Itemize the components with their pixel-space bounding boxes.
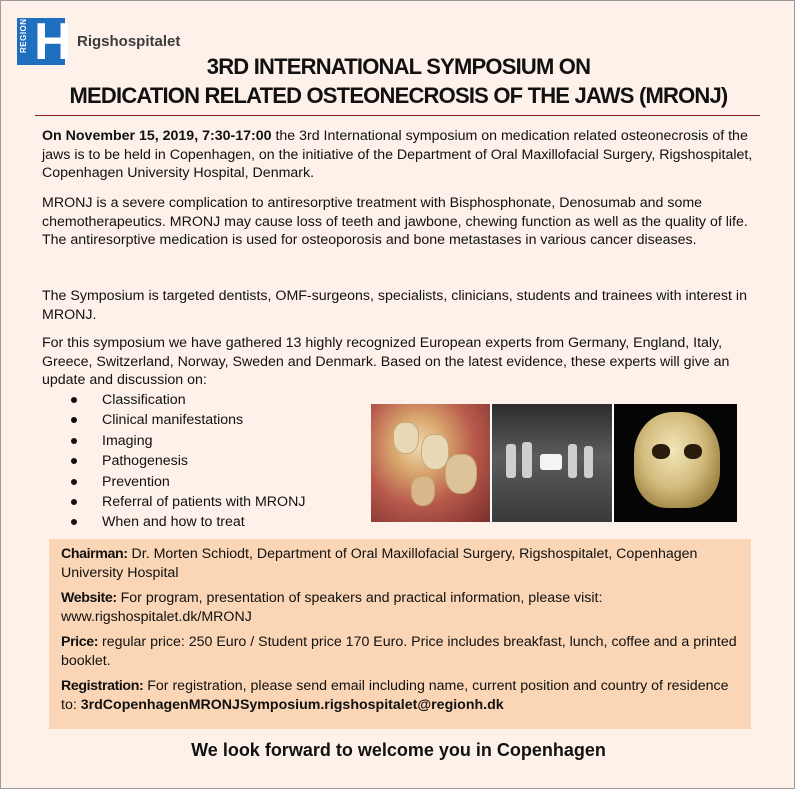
price-info bbox=[61, 633, 741, 670]
list-item bbox=[71, 390, 305, 410]
audience-paragraph: The Symposium is targeted dentists, OMF-surgeons, specialists, clinicians, students and trainees with interest in MRONJ. bbox=[42, 288, 747, 323]
topic-label: Classification bbox=[102, 392, 186, 408]
website-info bbox=[61, 589, 741, 626]
logo-region-text: REGION bbox=[19, 18, 28, 53]
logo-letter: H bbox=[34, 13, 72, 71]
intro-text: the 3rd International symposium on medication related osteonecrosis of the jaws is to be held in Copenhagen, on the initiative of the Department of Oral Maxillofacial Surgery, Rigshospitalet, Copenhagen University Hospital, Denmark. bbox=[42, 128, 753, 181]
chairman-text: Dr. Morten Schiodt, Department of Oral Maxillofacial Surgery, Rigshospitalet, Copenhagen University Hospital bbox=[61, 546, 698, 581]
topic-label: Referral of patients with MRONJ bbox=[102, 493, 306, 510]
bullet-icon bbox=[71, 397, 77, 403]
panoramic-xray bbox=[490, 404, 611, 522]
intro-paragraph bbox=[42, 127, 762, 183]
practical-info-box bbox=[49, 539, 751, 729]
registration-text: For registration, please send email including name, current position and country of residence to: bbox=[61, 678, 729, 713]
chairman-label: Chairman: bbox=[61, 546, 128, 562]
clinical-images bbox=[371, 404, 737, 522]
registration-label: Registration: bbox=[61, 678, 144, 694]
bullet-icon bbox=[71, 519, 77, 525]
event-date: On November 15, 2019, 7:30-17:00 bbox=[42, 128, 272, 144]
list-item bbox=[71, 492, 305, 512]
topic-label: Prevention bbox=[102, 473, 170, 490]
list-item bbox=[71, 410, 305, 430]
experts-paragraph: For this symposium we have gathered 13 highly recognized European experts from Germany, England, Italy, Greece, Switzerland, Norway, Sweden and Denmark. Based on the latest evidence, these experts will give an update and discussion on: bbox=[42, 335, 730, 388]
bullet-icon bbox=[71, 438, 77, 444]
registration-email-link[interactable]: 3rdCopenhagenMRONJSymposium.rigshospitalet@regionh.dk bbox=[80, 696, 504, 713]
website-label: Website: bbox=[61, 590, 117, 606]
topic-label: Pathogenesis bbox=[102, 453, 188, 470]
bullet-icon bbox=[71, 458, 77, 464]
topics-list bbox=[71, 390, 305, 533]
price-text: regular price: 250 Euro / Student price 170 Euro. Price includes breakfast, lunch, coffee and a printed booklet. bbox=[61, 634, 737, 669]
list-item bbox=[71, 451, 305, 471]
list-item bbox=[71, 431, 305, 451]
chairman-info bbox=[61, 545, 741, 582]
topic-label: When and how to treat bbox=[102, 514, 245, 531]
intraoral-photo bbox=[371, 404, 490, 522]
title-divider bbox=[35, 115, 760, 116]
ct-skull-reconstruction bbox=[612, 404, 737, 522]
topic-label: Imaging bbox=[102, 432, 153, 449]
title-line-2: MEDICATION RELATED OSTEONECROSIS OF THE JAWS (MRONJ) bbox=[69, 83, 728, 108]
bullet-icon bbox=[71, 417, 77, 423]
description-paragraph: MRONJ is a severe complication to antiresorptive treatment with Bisphosphonate, Denosumab and some chemotherapeutics. MRONJ may cause loss of teeth and jawbone, chewing function as well as the quality of life. The antiresorptive medication is used for osteoporosis and bone metastases in various cancer diseases. bbox=[42, 195, 748, 248]
title-line-1: 3RD INTERNATIONAL SYMPOSIUM ON bbox=[206, 54, 591, 79]
website-text[interactable]: For program, presentation of speakers and practical information, please visit: www.rigshospitalet.dk/MRONJ bbox=[61, 590, 603, 625]
closing-message: We look forward to welcome you in Copenhagen bbox=[191, 740, 606, 760]
organization-name: Rigshospitalet bbox=[77, 33, 181, 50]
bullet-icon bbox=[71, 479, 77, 485]
bullet-icon bbox=[71, 499, 77, 505]
price-label: Price: bbox=[61, 634, 99, 650]
registration-info bbox=[61, 677, 741, 714]
topic-label: Clinical manifestations bbox=[102, 412, 244, 429]
list-item bbox=[71, 512, 305, 532]
list-item bbox=[71, 472, 305, 492]
